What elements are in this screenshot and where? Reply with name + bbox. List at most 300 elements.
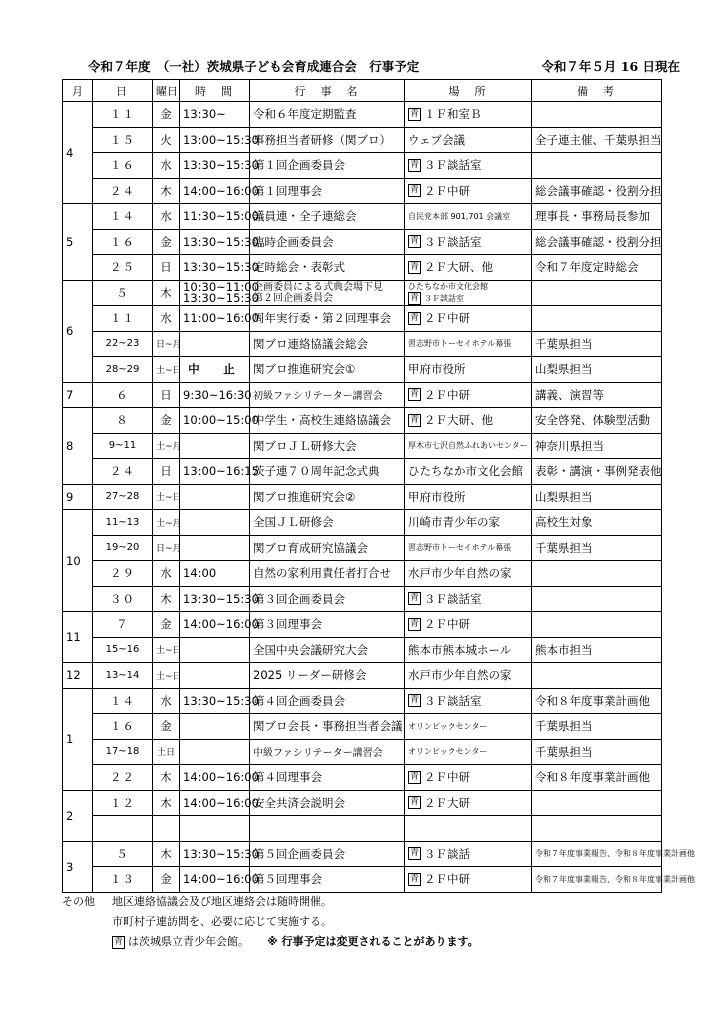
time-cell: 14:00 bbox=[180, 561, 250, 587]
day-cell: 28~29 bbox=[93, 357, 153, 383]
weekday-cell: 土~日 bbox=[153, 484, 180, 510]
table-row bbox=[63, 637, 662, 663]
weekday-cell: 日 bbox=[153, 382, 180, 408]
day-cell: ５ bbox=[93, 280, 153, 306]
place-cell bbox=[405, 739, 532, 765]
place-text: オリンピックセンター bbox=[408, 747, 488, 757]
place-text: ２Ｆ中研 bbox=[424, 617, 470, 632]
event-cell: 自然の家利用責任者打合せ bbox=[250, 561, 405, 587]
table-row bbox=[63, 408, 662, 434]
time-cell: 13:30~15:30 bbox=[180, 841, 250, 867]
place-text: 甲府市役所 bbox=[408, 362, 466, 377]
table-row bbox=[63, 867, 662, 893]
note-cell: 理事長・事務局長参加 bbox=[532, 204, 662, 230]
weekday-cell: 金 bbox=[153, 612, 180, 638]
time-line: 13:30~15:30 bbox=[183, 290, 259, 305]
note-cell bbox=[532, 816, 662, 842]
weekday-cell: 水 bbox=[153, 306, 180, 332]
seinen-kaikan-mark-icon: 青 bbox=[409, 414, 419, 425]
seinen-kaikan-mark-icon: 青 bbox=[409, 108, 419, 119]
seinen-kaikan-mark-icon: 青 bbox=[409, 159, 419, 170]
event-cell: 令和６年度定期監査 bbox=[250, 102, 405, 128]
table-row bbox=[63, 510, 662, 536]
place-text: オリンピックセンター bbox=[408, 721, 488, 731]
note-cell bbox=[532, 561, 662, 587]
table-row bbox=[63, 688, 662, 714]
weekday-cell: 土~日 bbox=[153, 663, 180, 689]
weekday-cell: 土~月 bbox=[153, 433, 180, 459]
place-cell bbox=[405, 688, 532, 714]
time-cell bbox=[180, 663, 250, 689]
note-cell: 表彰・講演・事例発表他 bbox=[532, 459, 662, 485]
place-cell bbox=[405, 408, 532, 434]
month-cell: 7 bbox=[63, 382, 93, 408]
col-header-time: 時 間 bbox=[180, 80, 250, 102]
time-cell bbox=[180, 331, 250, 357]
weekday-cell: 水 bbox=[153, 688, 180, 714]
place-cell bbox=[405, 433, 532, 459]
place-cell bbox=[405, 127, 532, 153]
document-title: 令和７年度 （一社）茨城県子ども会育成連合会 行事予定 bbox=[88, 59, 420, 74]
time-cell bbox=[180, 279, 259, 306]
table-row bbox=[63, 178, 662, 204]
day-cell: ２４ bbox=[93, 178, 153, 204]
event-cell: 定時総会・表彰式 bbox=[250, 255, 405, 281]
place-cell bbox=[405, 178, 532, 204]
event-cell: 関ブロ推進研究会② bbox=[250, 484, 405, 510]
weekday-cell: 金 bbox=[153, 102, 180, 128]
place-cell bbox=[405, 612, 532, 638]
time-cell: 13:00~16:15 bbox=[180, 459, 250, 485]
day-cell: ２２ bbox=[93, 765, 153, 791]
time-cell: 14:00~16:00 bbox=[180, 790, 250, 816]
event-line: 企画委員による式典会場下見 bbox=[253, 281, 383, 293]
table-row bbox=[63, 790, 662, 816]
table-row bbox=[63, 204, 662, 230]
place-cell bbox=[405, 586, 532, 612]
footer-label: その他 bbox=[62, 895, 95, 908]
seinen-kaikan-mark-icon: 青 bbox=[409, 618, 419, 629]
note-cell bbox=[532, 790, 662, 816]
place-text: ひたちなか市文化会館 bbox=[408, 281, 488, 291]
day-cell: １１ bbox=[93, 102, 153, 128]
place-cell bbox=[405, 357, 532, 383]
table-row bbox=[63, 459, 662, 485]
place-text: ２Ｆ大研、他 bbox=[424, 413, 493, 428]
day-cell: １２ bbox=[93, 790, 153, 816]
time-cell bbox=[180, 484, 250, 510]
place-text: 甲府市役所 bbox=[408, 489, 466, 504]
day-cell: ２４ bbox=[93, 459, 153, 485]
month-cell: 4 bbox=[63, 102, 93, 204]
time-line: 10:30~11:00 bbox=[183, 279, 259, 294]
place-text: 川崎市青少年の家 bbox=[408, 515, 500, 530]
place-text: ３Ｆ談話室 bbox=[424, 591, 482, 606]
table-row bbox=[63, 102, 662, 128]
place-text: ２Ｆ中研 bbox=[424, 872, 470, 887]
table-row bbox=[63, 739, 662, 765]
table-row bbox=[63, 280, 662, 306]
place-cell bbox=[405, 790, 532, 816]
time-cell bbox=[180, 714, 250, 740]
place-text: 熊本市熊本城ホール bbox=[408, 642, 512, 657]
event-cell: 茨子連７０周年記念式典 bbox=[250, 459, 405, 485]
time-cell: 14:00~16:00 bbox=[180, 178, 250, 204]
change-warning: ※ 行事予定は変更されることがあります。 bbox=[267, 935, 479, 948]
table-row bbox=[63, 484, 662, 510]
time-cell bbox=[180, 816, 250, 842]
event-cell: 周年実行委・第２回理事会 bbox=[250, 306, 405, 332]
place-cell bbox=[405, 484, 532, 510]
event-cell: 関ブロ推進研究会① bbox=[250, 357, 405, 383]
weekday-cell: 土日 bbox=[153, 739, 180, 765]
note-cell: 山梨県担当 bbox=[532, 357, 662, 383]
day-cell: 11~13 bbox=[93, 510, 153, 536]
footer-line bbox=[62, 912, 682, 932]
place-cell bbox=[405, 102, 532, 128]
note-cell: 令和７年度事業報告、令和８年度事業計画他 bbox=[532, 867, 662, 893]
day-cell: ２９ bbox=[93, 561, 153, 587]
note-cell: 千葉県担当 bbox=[532, 331, 662, 357]
event-cell: 関ブロ連絡協議会総会 bbox=[250, 331, 405, 357]
day-cell: 15~16 bbox=[93, 637, 153, 663]
as-of-date: 令和７年５月 16 日現在 bbox=[541, 59, 680, 74]
note-cell: 神奈川県担当 bbox=[532, 433, 662, 459]
col-header-day: 日 bbox=[93, 80, 153, 102]
weekday-cell: 金 bbox=[153, 714, 180, 740]
table-row bbox=[63, 663, 662, 689]
weekday-cell: 土~日 bbox=[153, 357, 180, 383]
event-cell: 関ブロ会長・事務担当者会議 bbox=[250, 714, 405, 740]
note-cell bbox=[532, 102, 662, 128]
footer-line bbox=[62, 892, 682, 912]
note-cell bbox=[532, 663, 662, 689]
event-line: 第２回企画委員会 bbox=[253, 292, 333, 304]
weekday-cell: 水 bbox=[153, 153, 180, 179]
day-cell: ７ bbox=[93, 612, 153, 638]
event-cell bbox=[250, 280, 405, 306]
time-cell bbox=[180, 739, 250, 765]
event-cell: 2025 リーダー研修会 bbox=[250, 663, 405, 689]
place-line bbox=[408, 281, 528, 292]
place-text: ３Ｆ談話室 bbox=[424, 158, 482, 173]
place-cell bbox=[405, 510, 532, 536]
event-cell: 第５回理事会 bbox=[250, 867, 405, 893]
place-text: ３Ｆ談話室 bbox=[424, 293, 464, 303]
place-cell bbox=[405, 867, 532, 893]
place-text: ３Ｆ談話室 bbox=[424, 234, 482, 249]
place-cell bbox=[405, 306, 532, 332]
weekday-cell: 日 bbox=[153, 459, 180, 485]
footer-line bbox=[62, 932, 682, 952]
table-row bbox=[63, 306, 662, 332]
place-cell bbox=[405, 280, 532, 306]
place-text: ２Ｆ大研、他 bbox=[424, 260, 493, 275]
weekday-cell: 木 bbox=[153, 586, 180, 612]
day-cell: ３０ bbox=[93, 586, 153, 612]
seinen-kaikan-mark-icon: 青 bbox=[113, 936, 123, 947]
time-cell bbox=[180, 637, 250, 663]
day-cell: １５ bbox=[93, 127, 153, 153]
table-row bbox=[63, 433, 662, 459]
place-text: 習志野市トーセイホテル幕張 bbox=[408, 339, 512, 349]
table-row bbox=[63, 561, 662, 587]
day-cell: １６ bbox=[93, 714, 153, 740]
weekday-cell: 木 bbox=[153, 280, 180, 306]
day-cell: 27~28 bbox=[93, 484, 153, 510]
month-cell: 6 bbox=[63, 280, 93, 382]
time-cell: 11:00~16:00 bbox=[180, 306, 250, 332]
place-cell bbox=[405, 204, 532, 230]
weekday-cell: 水 bbox=[153, 561, 180, 587]
table-row bbox=[63, 357, 662, 383]
weekday-cell: 金 bbox=[153, 408, 180, 434]
col-header-month: 月 bbox=[63, 80, 93, 102]
event-cell: 関ブロ育成研究協議会 bbox=[250, 535, 405, 561]
table-row bbox=[63, 535, 662, 561]
seinen-kaikan-mark-icon: 青 bbox=[409, 873, 419, 884]
note-cell: 安全啓発、体験型活動 bbox=[532, 408, 662, 434]
month-cell: 1 bbox=[63, 688, 93, 790]
header-row bbox=[63, 80, 662, 102]
event-cell: 中級ファシリテーター講習会 bbox=[250, 739, 405, 765]
note-cell: 総会議事確認・役割分担 bbox=[532, 178, 662, 204]
time-cell: 13:00~15:30 bbox=[180, 127, 250, 153]
weekday-cell: 火 bbox=[153, 127, 180, 153]
note-cell: 熊本市担当 bbox=[532, 637, 662, 663]
event-cell: 第１回理事会 bbox=[250, 178, 405, 204]
month-cell: 11 bbox=[63, 612, 93, 663]
weekday-cell: 木 bbox=[153, 178, 180, 204]
table-row bbox=[63, 765, 662, 791]
place-text: ２Ｆ中研 bbox=[424, 311, 470, 326]
place-text: ２Ｆ中研 bbox=[424, 183, 470, 198]
event-cell: 第１回企画委員会 bbox=[250, 153, 405, 179]
footer-text-2: 市町村子連訪問を、必要に応じて実施する。 bbox=[112, 915, 332, 928]
time-cell: 14:00~16:00 bbox=[180, 612, 250, 638]
day-cell: １６ bbox=[93, 153, 153, 179]
event-cell: 安全共済会説明会 bbox=[250, 790, 405, 816]
note-cell: 千葉県担当 bbox=[532, 739, 662, 765]
day-cell: １１ bbox=[93, 306, 153, 332]
event-cell: 第４回理事会 bbox=[250, 765, 405, 791]
note-cell bbox=[532, 586, 662, 612]
weekday-cell: 土~日 bbox=[153, 637, 180, 663]
weekday-cell: 木 bbox=[153, 790, 180, 816]
place-cell bbox=[405, 561, 532, 587]
month-cell: 12 bbox=[63, 663, 93, 689]
footer-text-1: 地区連絡協議会及び地区連絡会は随時開催。 bbox=[112, 895, 332, 908]
table-row bbox=[63, 331, 662, 357]
month-cell: 10 bbox=[63, 510, 93, 612]
page-header bbox=[80, 55, 680, 77]
weekday-cell: 木 bbox=[153, 841, 180, 867]
month-cell: 9 bbox=[63, 484, 93, 510]
table-row bbox=[63, 586, 662, 612]
table-row bbox=[63, 229, 662, 255]
day-cell: １３ bbox=[93, 867, 153, 893]
note-cell: 令和７年度定時総会 bbox=[532, 255, 662, 281]
note-cell bbox=[532, 153, 662, 179]
seinen-kaikan-mark-icon: 青 bbox=[409, 797, 419, 808]
note-cell: 千葉県担当 bbox=[532, 714, 662, 740]
day-cell: 13~14 bbox=[93, 663, 153, 689]
seinen-kaikan-mark-icon: 青 bbox=[409, 848, 419, 859]
time-cell: 13:30~15:30 bbox=[180, 153, 250, 179]
table-row bbox=[63, 255, 662, 281]
table-row bbox=[63, 153, 662, 179]
event-cell: 第４回企画委員会 bbox=[250, 688, 405, 714]
place-cell bbox=[405, 382, 532, 408]
weekday-cell: 日~月 bbox=[153, 331, 180, 357]
weekday-cell: 日 bbox=[153, 255, 180, 281]
note-cell: 令和８年度事業計画他 bbox=[532, 765, 662, 791]
day-cell: 9~11 bbox=[93, 433, 153, 459]
place-cell bbox=[405, 841, 532, 867]
place-line bbox=[408, 292, 528, 305]
place-cell bbox=[405, 637, 532, 663]
col-header-weekday: 曜日 bbox=[153, 80, 180, 102]
weekday-cell: 金 bbox=[153, 229, 180, 255]
place-cell bbox=[405, 153, 532, 179]
footer-notes bbox=[62, 892, 682, 952]
weekday-cell: 水 bbox=[153, 204, 180, 230]
table-row bbox=[63, 382, 662, 408]
event-cell: 臨時企画委員会 bbox=[250, 229, 405, 255]
day-cell: 19~20 bbox=[93, 535, 153, 561]
note-cell: 総会議事確認・役割分担 bbox=[532, 229, 662, 255]
time-cell bbox=[180, 510, 250, 536]
event-cell: 事務担当者研修（関ブロ） bbox=[250, 127, 405, 153]
day-cell bbox=[93, 816, 153, 842]
note-cell bbox=[532, 306, 662, 332]
note-cell: 講義、演習等 bbox=[532, 382, 662, 408]
note-cell: 令和７年度事業報告、令和８年度事業計画他 bbox=[532, 841, 662, 867]
place-cell bbox=[405, 331, 532, 357]
event-cell: 全国ＪＬ研修会 bbox=[250, 510, 405, 536]
note-cell: 全子連主催、千葉県担当 bbox=[532, 127, 662, 153]
seinen-kaikan-mark-icon: 青 bbox=[409, 292, 419, 303]
place-text: ２Ｆ中研 bbox=[424, 770, 470, 785]
day-cell: ２５ bbox=[93, 255, 153, 281]
time-cell: 13:30~15:30 bbox=[180, 586, 250, 612]
schedule-body bbox=[63, 102, 695, 893]
time-cell: 13:30~15:30 bbox=[180, 255, 250, 281]
day-cell: 17~18 bbox=[93, 739, 153, 765]
note-cell: 高校生対象 bbox=[532, 510, 662, 536]
weekday-cell: 金 bbox=[153, 867, 180, 893]
note-cell: 山梨県担当 bbox=[532, 484, 662, 510]
event-cell: 中学生・高校生連絡協議会 bbox=[250, 408, 405, 434]
place-cell bbox=[405, 459, 532, 485]
time-cell bbox=[180, 535, 250, 561]
month-cell: 8 bbox=[63, 408, 93, 485]
weekday-cell bbox=[153, 816, 180, 842]
seinen-kaikan-mark-icon: 青 bbox=[409, 312, 419, 323]
day-cell: 22~23 bbox=[93, 331, 153, 357]
place-text: ２Ｆ大研 bbox=[424, 795, 470, 810]
event-cell bbox=[250, 816, 405, 842]
table-row bbox=[63, 612, 662, 638]
event-cell: 関ブロＪＬ研修大会 bbox=[250, 433, 405, 459]
day-cell: １６ bbox=[93, 229, 153, 255]
footer-text-3: は茨城県立青少年会館。 bbox=[128, 935, 249, 948]
place-text: ３Ｆ談話 bbox=[424, 846, 470, 861]
place-text: 水戸市少年自然の家 bbox=[408, 566, 512, 581]
seinen-kaikan-mark-icon: 青 bbox=[409, 185, 419, 196]
event-cell: 第３回企画委員会 bbox=[250, 586, 405, 612]
seinen-kaikan-mark-icon: 青 bbox=[409, 771, 419, 782]
time-cell: 13:30~15:30 bbox=[180, 688, 250, 714]
time-cell: 13:30~15:30 bbox=[180, 229, 250, 255]
seinen-kaikan-mark-icon: 青 bbox=[409, 261, 419, 272]
month-cell: 2 bbox=[63, 790, 93, 841]
time-cell bbox=[180, 433, 250, 459]
seinen-kaikan-mark-icon: 青 bbox=[409, 389, 419, 400]
table-row bbox=[63, 127, 662, 153]
event-cell: 全国中央会議研究大会 bbox=[250, 637, 405, 663]
place-text: ひたちなか市文化会館 bbox=[408, 464, 523, 479]
time-cell: 13:30~ bbox=[180, 102, 250, 128]
col-header-place: 場 所 bbox=[405, 80, 532, 102]
month-cell: 3 bbox=[63, 841, 93, 892]
time-cell: 14:00~16:00 bbox=[180, 867, 250, 893]
place-text: 水戸市少年自然の家 bbox=[408, 668, 512, 683]
day-cell: １４ bbox=[93, 204, 153, 230]
time-cell: 9:30~16:30 bbox=[180, 382, 250, 408]
table-row bbox=[63, 841, 662, 867]
event-cell: 第５回企画委員会 bbox=[250, 841, 405, 867]
place-text: ３Ｆ談話室 bbox=[424, 693, 482, 708]
day-cell: １４ bbox=[93, 688, 153, 714]
place-text: 厚木市七沢自然ふれあいセンター bbox=[408, 441, 528, 451]
place-cell bbox=[405, 229, 532, 255]
place-text: 習志野市トーセイホテル幕張 bbox=[408, 543, 512, 553]
weekday-cell: 木 bbox=[153, 765, 180, 791]
seinen-kaikan-mark-icon: 青 bbox=[409, 236, 419, 247]
event-cell: 初級ファシリテーター講習会 bbox=[250, 382, 405, 408]
seinen-kaikan-mark-icon: 青 bbox=[409, 695, 419, 706]
day-cell: ５ bbox=[93, 841, 153, 867]
table-row bbox=[63, 714, 662, 740]
place-cell bbox=[405, 816, 532, 842]
note-cell: 令和８年度事業計画他 bbox=[532, 688, 662, 714]
place-text: 自民党本部 901,701 会議室 bbox=[408, 211, 511, 221]
place-text: １Ｆ和室Ｂ bbox=[424, 107, 482, 122]
weekday-cell: 土~月 bbox=[153, 510, 180, 536]
day-cell: ６ bbox=[93, 382, 153, 408]
place-cell bbox=[405, 255, 532, 281]
col-header-event: 行 事 名 bbox=[250, 80, 405, 102]
time-cell: 10:00~15:00 bbox=[180, 408, 250, 434]
event-cell: 第３回理事会 bbox=[250, 612, 405, 638]
schedule-table bbox=[62, 79, 695, 893]
place-text: ２Ｆ中研 bbox=[424, 387, 470, 402]
place-text: ウェブ会議 bbox=[408, 132, 466, 147]
seinen-kaikan-mark-icon: 青 bbox=[409, 593, 419, 604]
place-cell bbox=[405, 765, 532, 791]
note-cell bbox=[532, 612, 662, 638]
note-cell bbox=[532, 280, 662, 306]
place-cell bbox=[405, 535, 532, 561]
note-cell: 千葉県担当 bbox=[532, 535, 662, 561]
place-cell bbox=[405, 663, 532, 689]
event-cell: 議員連・全子連総会 bbox=[250, 204, 405, 230]
weekday-cell: 日~月 bbox=[153, 535, 180, 561]
day-cell: ８ bbox=[93, 408, 153, 434]
time-cell: 14:00~16:00 bbox=[180, 765, 250, 791]
month-cell: 5 bbox=[63, 204, 93, 281]
